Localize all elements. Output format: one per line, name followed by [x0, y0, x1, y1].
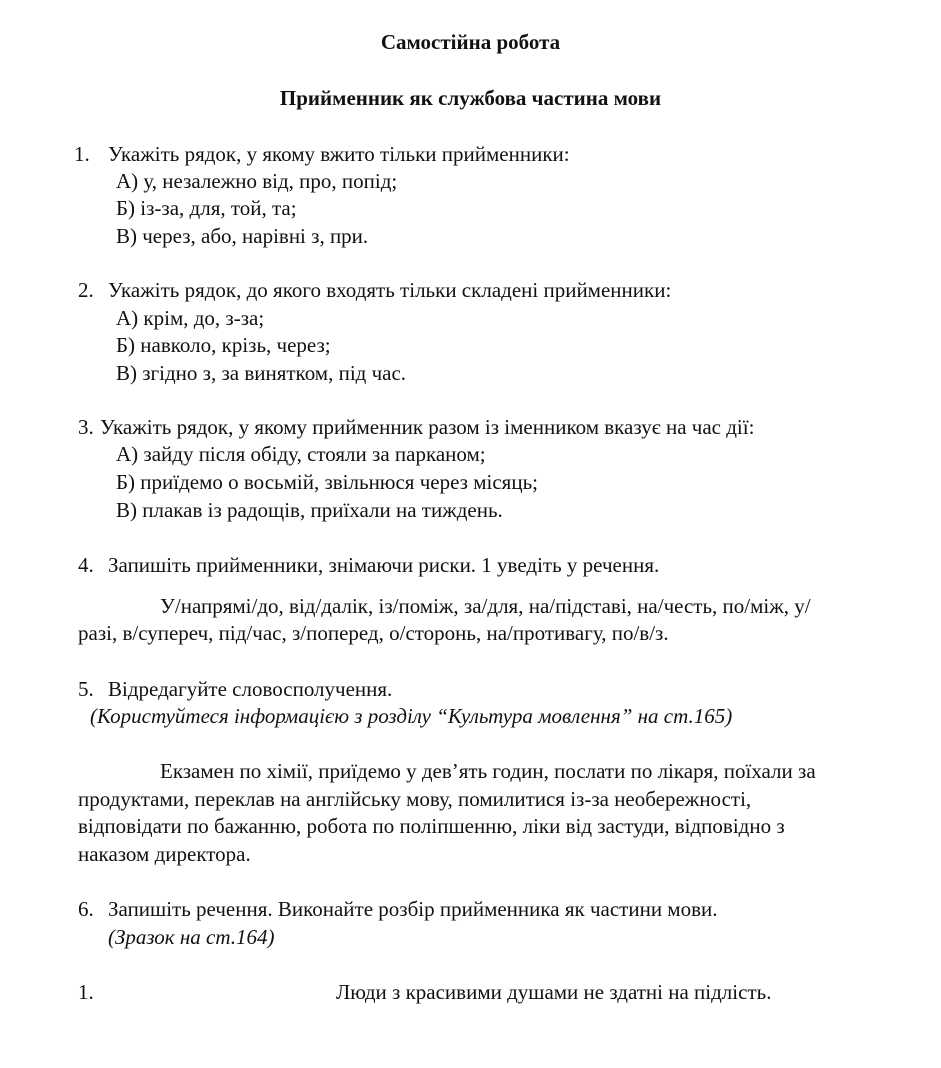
task-question: Укажіть рядок, у якому прийменник разом із іменником вказує на час дії:	[100, 415, 755, 439]
task-note: (Користуйтеся інформацією з розділу “Культура мовлення” на ст.165)	[90, 704, 733, 728]
task-option: А) у, незалежно від, про, попід;	[116, 169, 398, 193]
task-number: 2.	[78, 278, 94, 302]
task-question: Укажіть рядок, до якого входять тільки складені прийменники:	[108, 278, 672, 302]
task-option: А) зайду після обіду, стояли за парканом;	[116, 442, 486, 466]
task-option: Б) із-за, для, той, та;	[116, 196, 297, 220]
task-question: Укажіть рядок, у якому вжито тільки прийменники:	[108, 142, 570, 166]
task-number: 3.	[78, 415, 94, 439]
task-option: А) крім, до, з-за;	[116, 306, 265, 330]
task-number: 1.	[74, 142, 90, 166]
task-body-line: разі, в/супереч, під/час, з/поперед, о/сторонь, на/противагу, по/в/з.	[78, 621, 669, 645]
task-number: 6.	[78, 897, 94, 921]
task-option: В) через, або, нарівні з, при.	[116, 224, 369, 248]
task-body-line: продуктами, переклав на англійську мову, помилитися із-за необережності,	[78, 787, 752, 811]
task-number: 4.	[78, 553, 94, 577]
task-body-line: Екзамен по хімії, приїдемо у дев’ять годин, послати по лікаря, поїхали за	[160, 759, 816, 783]
task-number: 5.	[78, 677, 94, 701]
page-subtitle: Прийменник як службова частина мови	[279, 86, 662, 110]
task-body-line: відповідати по бажанню, робота по поліпшенню, ліки від застуди, відповідно з	[78, 814, 785, 838]
task-option: Б) приїдемо о восьмій, звільнюся через місяць;	[116, 470, 538, 494]
task-question: Запишіть прийменники, знімаючи риски. 1 уведіть у речення.	[108, 553, 660, 577]
task-option: В) плакав із радощів, приїхали на тиждень.	[116, 498, 503, 522]
task-question: Відредагуйте словосполучення.	[108, 677, 393, 701]
task-body-line: наказом директора.	[78, 842, 251, 866]
page-title: Самостійна робота	[380, 30, 561, 54]
sentence-text: Люди з красивими душами не здатні на підлість.	[336, 980, 772, 1004]
sentence-number: 1.	[78, 980, 94, 1004]
task-question: Запишіть речення. Виконайте розбір прийменника як частини мови.	[108, 897, 718, 921]
task-body-line: У/напрямі/до, від/далік, із/поміж, за/для, на/підставі, на/честь, по/між, у/	[160, 594, 811, 618]
task-option: В) згідно з, за винятком, під час.	[116, 361, 407, 385]
task-option: Б) навколо, крізь, через;	[116, 333, 331, 357]
task-note: (Зразок на ст.164)	[108, 925, 275, 949]
